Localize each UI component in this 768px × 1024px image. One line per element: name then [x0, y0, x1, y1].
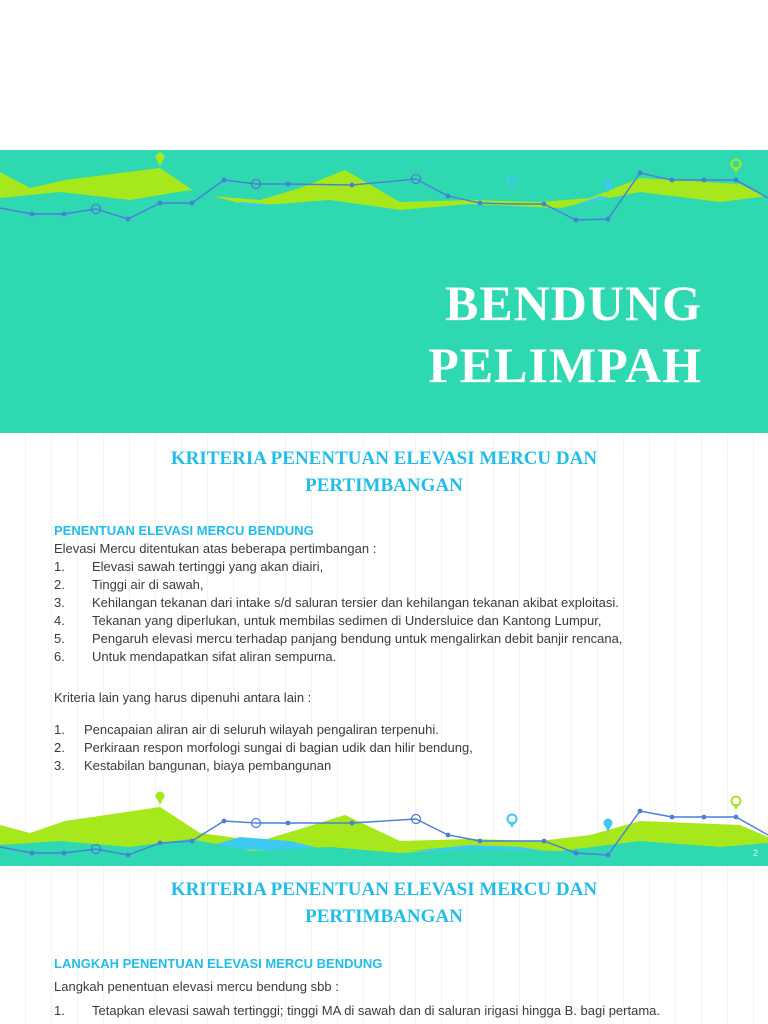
steps-slide: KRITERIA PENENTUAN ELEVASI MERCU DAN PERTIMBANGAN LANGKAH PENENTUAN ELEVASI MERCU BENDUNG Langkah penentuan elevasi mercu bendung sbb : 1. Tetapkan elevasi sawah tertinggi; tinggi MA di sawah dan di saluran irigasi hingga B. bagi pertama. — [0, 866, 768, 1024]
title-slide — [0, 0, 768, 433]
intro-text: Langkah penentuan elevasi mercu bendung sbb : — [54, 979, 339, 994]
title-line-2: PELIMPAH — [428, 337, 702, 393]
heading-line-2: PERTIMBANGAN — [305, 906, 463, 927]
subheading: PENENTUAN ELEVASI MERCU BENDUNG — [54, 523, 314, 538]
slide-heading — [0, 876, 768, 930]
heading-line-2: PERTIMBANGAN — [305, 475, 463, 496]
criteria-slide: KRITERIA PENENTUAN ELEVASI MERCU DAN PERTIMBANGAN PENENTUAN ELEVASI MERCU BENDUNG Elevasi Mercu ditentukan atas beberapa pertimbangan : 1. Elevasi sawah tertinggi yang akan diairi, 2. Tinggi air di sawah, 3. Kehilangan tekanan dari intake s/d saluran tersier dan kehilangan tekanan akibat exploitasi. 4. Tekanan yang diperlukan, untuk membilas sedimen di Undersluice dan Kantong Lumpur, 5. Pengaruh elevasi mercu terhadap panjang bendung untuk mengalirkan debit banjir rencana, 6. Untuk mendapatkan sifat aliran sempurna. Kriteria lain yang harus dipenuhi antara lain : 1. Pencapaian aliran air di seluruh wilayah pengaliran terpenuhi. 2. Perkiraan respon morfologi sungai di bagian udik dan hilir bendung, 3. Kestabilan bangunan, biaya pembangunan 2 — [0, 433, 768, 866]
wave-decoration — [0, 785, 768, 866]
intro-text: Elevasi Mercu ditentukan atas beberapa pertimbangan : — [54, 541, 377, 556]
slide-title — [428, 272, 702, 396]
title-line-1: BENDUNG — [444, 275, 702, 331]
wave-decoration — [0, 140, 768, 230]
other-intro-text: Kriteria lain yang harus dipenuhi antara lain : — [54, 690, 312, 705]
slide-heading — [0, 445, 768, 499]
page-number: 2 — [752, 848, 758, 858]
subheading: LANGKAH PENENTUAN ELEVASI MERCU BENDUNG — [54, 956, 383, 971]
heading-line-1: KRITERIA PENENTUAN ELEVASI MERCU DAN — [170, 448, 598, 469]
heading-line-1: KRITERIA PENENTUAN ELEVASI MERCU DAN — [170, 879, 598, 900]
